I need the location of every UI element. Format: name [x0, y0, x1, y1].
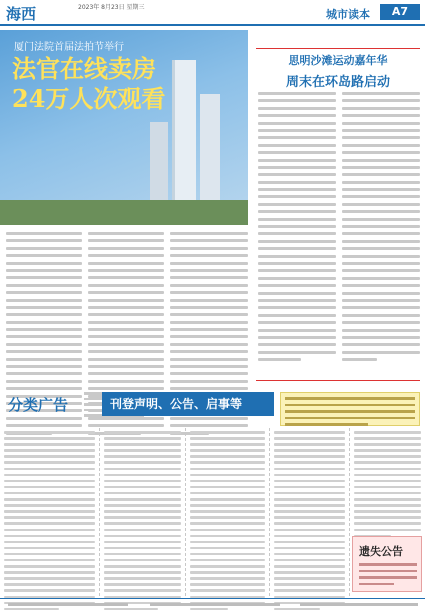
headline-line: 24万人次观看: [12, 84, 166, 113]
headline-line: 周末在环岛路启动: [285, 75, 390, 90]
dateline: 2023年 8月23日 星期三: [78, 4, 145, 11]
section-divider: [256, 48, 420, 49]
lead-story-headline: [12, 54, 165, 114]
section-name: 城市读本: [326, 8, 370, 21]
lead-story-kicker: 厦门法院首届法拍节举行: [14, 42, 124, 53]
right-story-column: [342, 92, 420, 365]
lost-notice: [352, 536, 422, 592]
classified-ad: [100, 428, 186, 596]
right-story-column: [258, 92, 336, 365]
ad-banner: 刊登声明、公告、启事等: [102, 392, 274, 416]
classified-ad: [270, 428, 350, 596]
headline-line: 法官在线卖房: [12, 54, 156, 83]
page-number-badge: A7: [380, 4, 420, 20]
building-image: [150, 122, 168, 212]
section-divider: [256, 380, 420, 381]
building-image: [172, 60, 196, 210]
classified-title: 分类广告: [8, 396, 69, 414]
page-footer: [0, 598, 425, 611]
ad-phone-numbers: [102, 416, 274, 426]
trees-image: [0, 200, 248, 225]
classified-ad: [186, 428, 270, 596]
ad-notice-box: [280, 392, 420, 426]
classified-ad: [0, 428, 100, 596]
lost-notice-title: 遗失公告: [359, 545, 403, 558]
newspaper-logo: 海西: [6, 5, 37, 23]
building-image: [200, 94, 220, 212]
lead-story-photo: [0, 30, 248, 225]
headline-line: 思明沙滩运动嘉年华: [288, 54, 388, 67]
right-story-headline: [258, 52, 418, 90]
masthead: [0, 0, 425, 26]
classified-ad: [350, 428, 425, 534]
